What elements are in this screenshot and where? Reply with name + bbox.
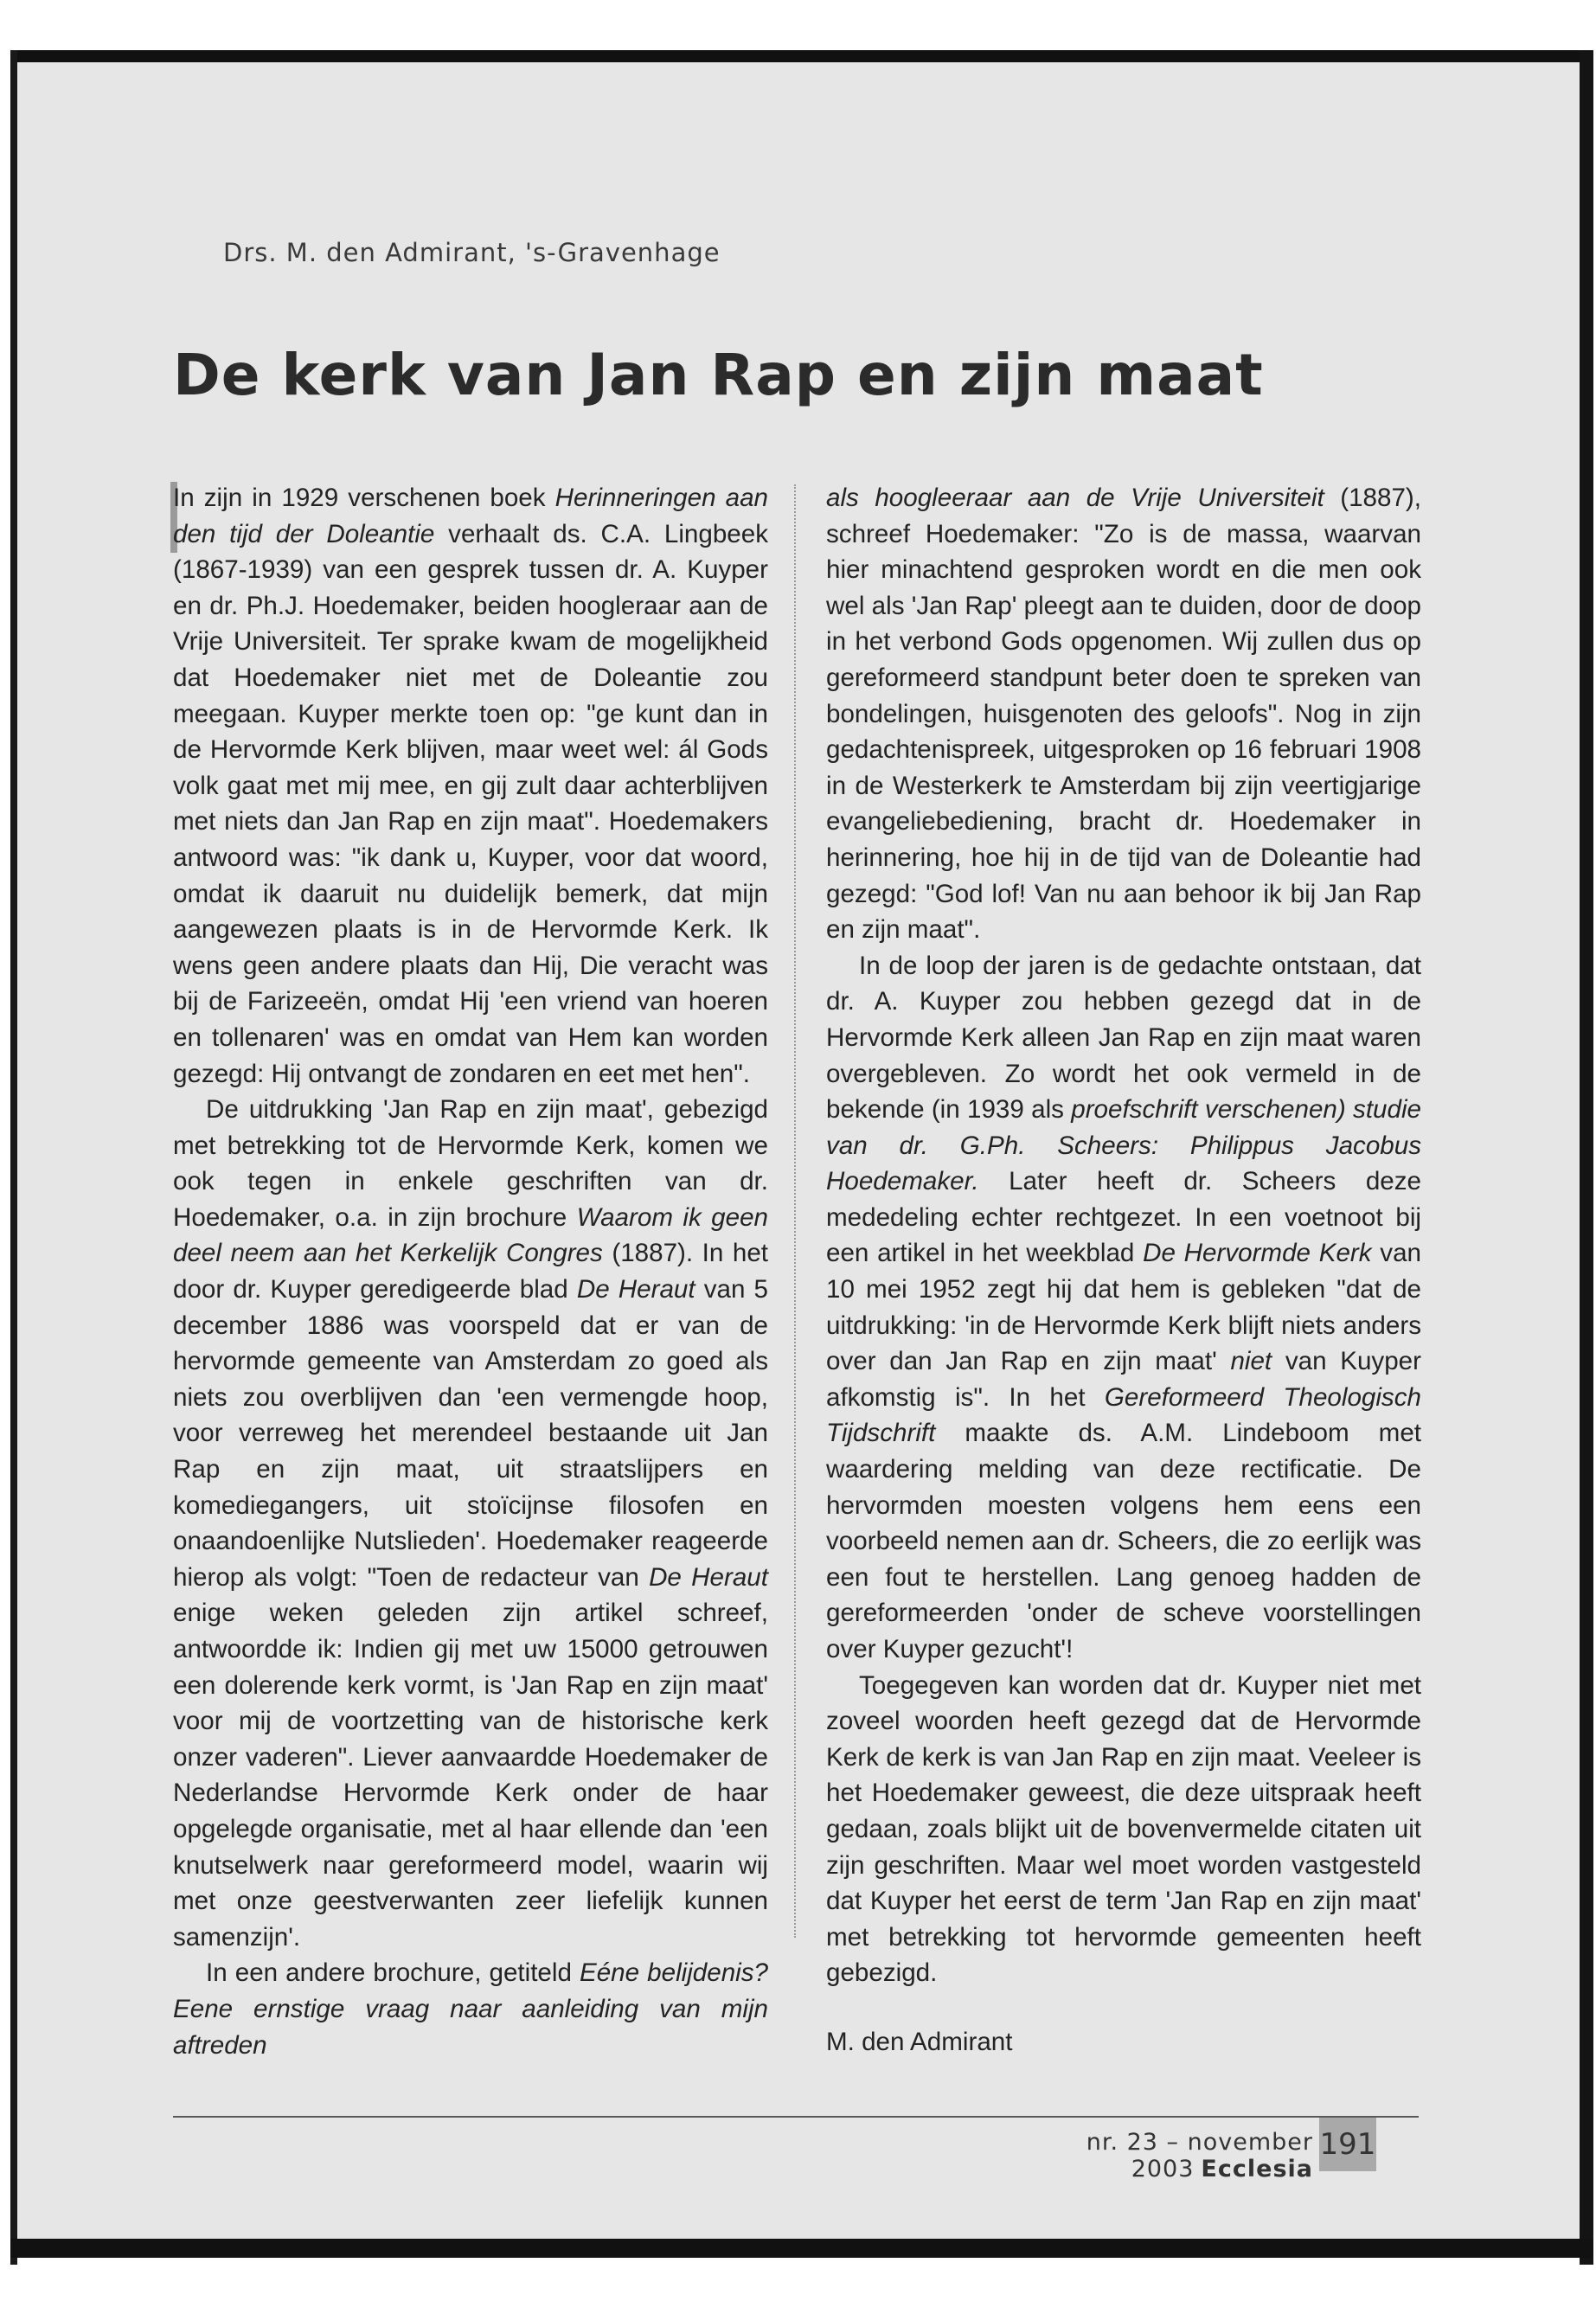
- scan-border-bottom: [10, 2239, 1593, 2258]
- brochure-title-continued: als hoogleeraar aan de Vrije Universiteit: [826, 484, 1324, 512]
- left-column: [173, 480, 768, 2063]
- magazine-name: Ecclesia: [1201, 2156, 1313, 2182]
- left-paragraph-2: [173, 1092, 768, 1955]
- text-run: van 10 mei 1952 zegt hij dat hem is gebleken "dat de uitdrukking: 'in de Hervormde Kerk blijft niets anders over dan Jan Rap en zijn maat': [826, 1239, 1422, 1376]
- publication-title: De Heraut: [649, 1562, 768, 1592]
- text-run: van Kuyper afkomstig is". In het: [826, 1347, 1421, 1412]
- emphasis: niet: [1230, 1347, 1272, 1376]
- left-paragraph-1: [173, 480, 768, 1092]
- right-paragraph-1: [826, 480, 1421, 948]
- page-number: 191: [1319, 2118, 1376, 2171]
- text-run: van 5 december 1886 was voorspeld dat er van de hervormde gemeente van Amsterdam zo goed als niets zou overblijven dan 'een vermengde hoop, voor verreweg het merendeel bestaande uit Jan Rap en zijn maat, uit straatslijpers en komediegangers, uit stoïcijnse filosofen en onaandoenlijke Nutslieden'. Hoedemaker reageerde hierop als volgt: "Toen de redacteur van: [173, 1275, 769, 1592]
- footer-rule: [173, 2116, 1419, 2118]
- study-title: proefschrift verschenen) studie van dr. G.Ph. Scheers: Philippus Jacobus Hoedemaker.: [826, 1095, 1421, 1196]
- brochure-title: Waarom ik geen deel neem aan het Kerkelijk Congres: [173, 1202, 768, 1268]
- scan-border-right: [1580, 50, 1593, 2265]
- author-line: Drs. M. den Admirant, 's-Gravenhage: [223, 238, 721, 267]
- scan-border-left: [10, 50, 17, 2265]
- text-run: (1887), schreef Hoedemaker: "Zo is de massa, waarvan hier minachtend gesproken wordt en die men ook wel als 'Jan Rap' pleegt aan te duiden, door de doop in het verbond Gods opgenomen. Wij zullen dus op gereformeerd standpunt beter doen te spreken van bondelingen, huisgenoten des geloofs". Nog in zijn gedachtenispreek, uitgesproken op 16 februari 1908 in de Westerkerk te Amsterdam bij zijn veertigjarige evangeliebediening, bracht dr. Hoedemaker in herinnering, hoe hij in de tijd van de Doleantie had gezegd: "God lof! Van nu aan behoor ik bij Jan Rap en zijn maat".: [826, 484, 1421, 945]
- text-run: maakte ds. A.M. Lindeboom met waardering melding van deze rectificatie. De hervormden moesten volgens hem eens een voorbeeld nemen aan dr. Scheers, die zo eerlijk was een fout te herstellen. Lang genoeg hadden de gereformeerden 'onder de scheve voorstellingen over Kuyper gezucht'!: [826, 1419, 1421, 1663]
- publication-title: De Heraut: [576, 1275, 695, 1304]
- scan-border-top: [10, 50, 1593, 62]
- brochure-title: Eéne belijdenis? Eene ernstige vraag naar aanleiding van mijn aftreden: [173, 1958, 769, 2060]
- article-title: De kerk van Jan Rap en zijn maat: [173, 342, 1264, 408]
- column-divider: [794, 484, 796, 1938]
- text-run: De uitdrukking 'Jan Rap en zijn maat', gebezigd met betrekking tot de Hervormde Kerk, komen we ook tegen in enkele geschriften van dr. Hoedemaker, o.a. in zijn brochure: [173, 1095, 768, 1232]
- right-column: [826, 480, 1421, 2061]
- right-paragraph-3: Toegegeven kan worden dat dr. Kuyper niet met zoveel woorden heeft gezegd dat de Hervormde Kerk de kerk is van Jan Rap en zijn maat. Veeleer is het Hoedemaker geweest, die deze uitspraak heeft gedaan, zoals blijkt uit de bovenvermelde citaten uit zijn geschriften. Maar wel moet worden vastgesteld dat Kuyper het eerst de term 'Jan Rap en zijn maat' met betrekking tot hervormde gemeenten heeft gebezigd.: [826, 1670, 1421, 1988]
- footer-issue-line: [908, 2129, 1313, 2182]
- issue-info: nr. 23 – november 2003: [1086, 2129, 1313, 2182]
- left-paragraph-3: [173, 1955, 768, 2063]
- text-run: (1887). In het door dr. Kuyper geredigeerde blad: [173, 1239, 768, 1304]
- publication-title: De Hervormde Kerk: [1143, 1239, 1372, 1268]
- text-run: verhaalt ds. C.A. Lingbeek (1867-1939) van een gesprek tussen dr. A. Kuyper en dr. Ph.J. Hoedemaker, beiden hoogleraar aan de Vrije Universiteit. Ter sprake kwam de mogelijkheid dat Hoedemaker niet met de Doleantie zou meegaan. Kuyper merkte toen op: "ge kunt dan in de Hervormde Kerk blijven, maar weet wel: ál Gods volk gaat met mij mee, en gij zult daar achterblijven met niets dan Jan Rap en zijn maat". Hoedemakers antwoord was: "ik dank u, Kuyper, voor dat woord, omdat ik daaruit nu duidelijk bemerk, dat mijn aangewezen plaats is in de Hervormde Kerk. Ik wens geen andere plaats dan Hij, Die veracht was bij de Farizeeën, omdat Hij 'een vriend van hoeren en tollenaren' was en omdat van Hem kan worden gezegd: Hij ontvangt de zondaren en eet met hen".: [173, 519, 768, 1088]
- text-run: In een andere brochure, getiteld: [206, 1958, 580, 1988]
- signature: M. den Admirant: [826, 2027, 1013, 2056]
- publication-title: Gereformeerd Theologisch Tijdschrift: [826, 1382, 1421, 1448]
- book-title: Herinneringen aan den tijd der Doleantie: [173, 484, 769, 548]
- text-run: In zijn in 1929 verschenen boek: [173, 484, 555, 512]
- text-run: Later heeft dr. Scheers deze mededeling echter rechtgezet. In een voetnoot bij een artikel in het weekblad: [826, 1167, 1421, 1268]
- text-run: enige weken geleden zijn artikel schreef, antwoordde ik: Indien gij met uw 15000 getrouwen een dolerende kerk vormt, is 'Jan Rap en zijn maat' voor mij de voortzetting van de historische kerk onzer vaderen". Liever aanvaardde Hoedemaker de Nederlandse Hervormde Kerk onder de haar opgelegde organisatie, met al haar ellende dan 'een knutselwerk naar gereformeerd model, waarin wij met onze geestverwanten zeer liefelijk kunnen samenzijn'.: [173, 1599, 768, 1952]
- right-paragraph-2: [826, 948, 1421, 1668]
- text-run: In de loop der jaren is de gedachte ontstaan, dat dr. A. Kuyper zou hebben gezegd dat in de Hervormde Kerk alleen Jan Rap en zijn maat waren overgebleven. Zo wordt het ook vermeld in de bekende (in 1939 als: [826, 951, 1421, 1125]
